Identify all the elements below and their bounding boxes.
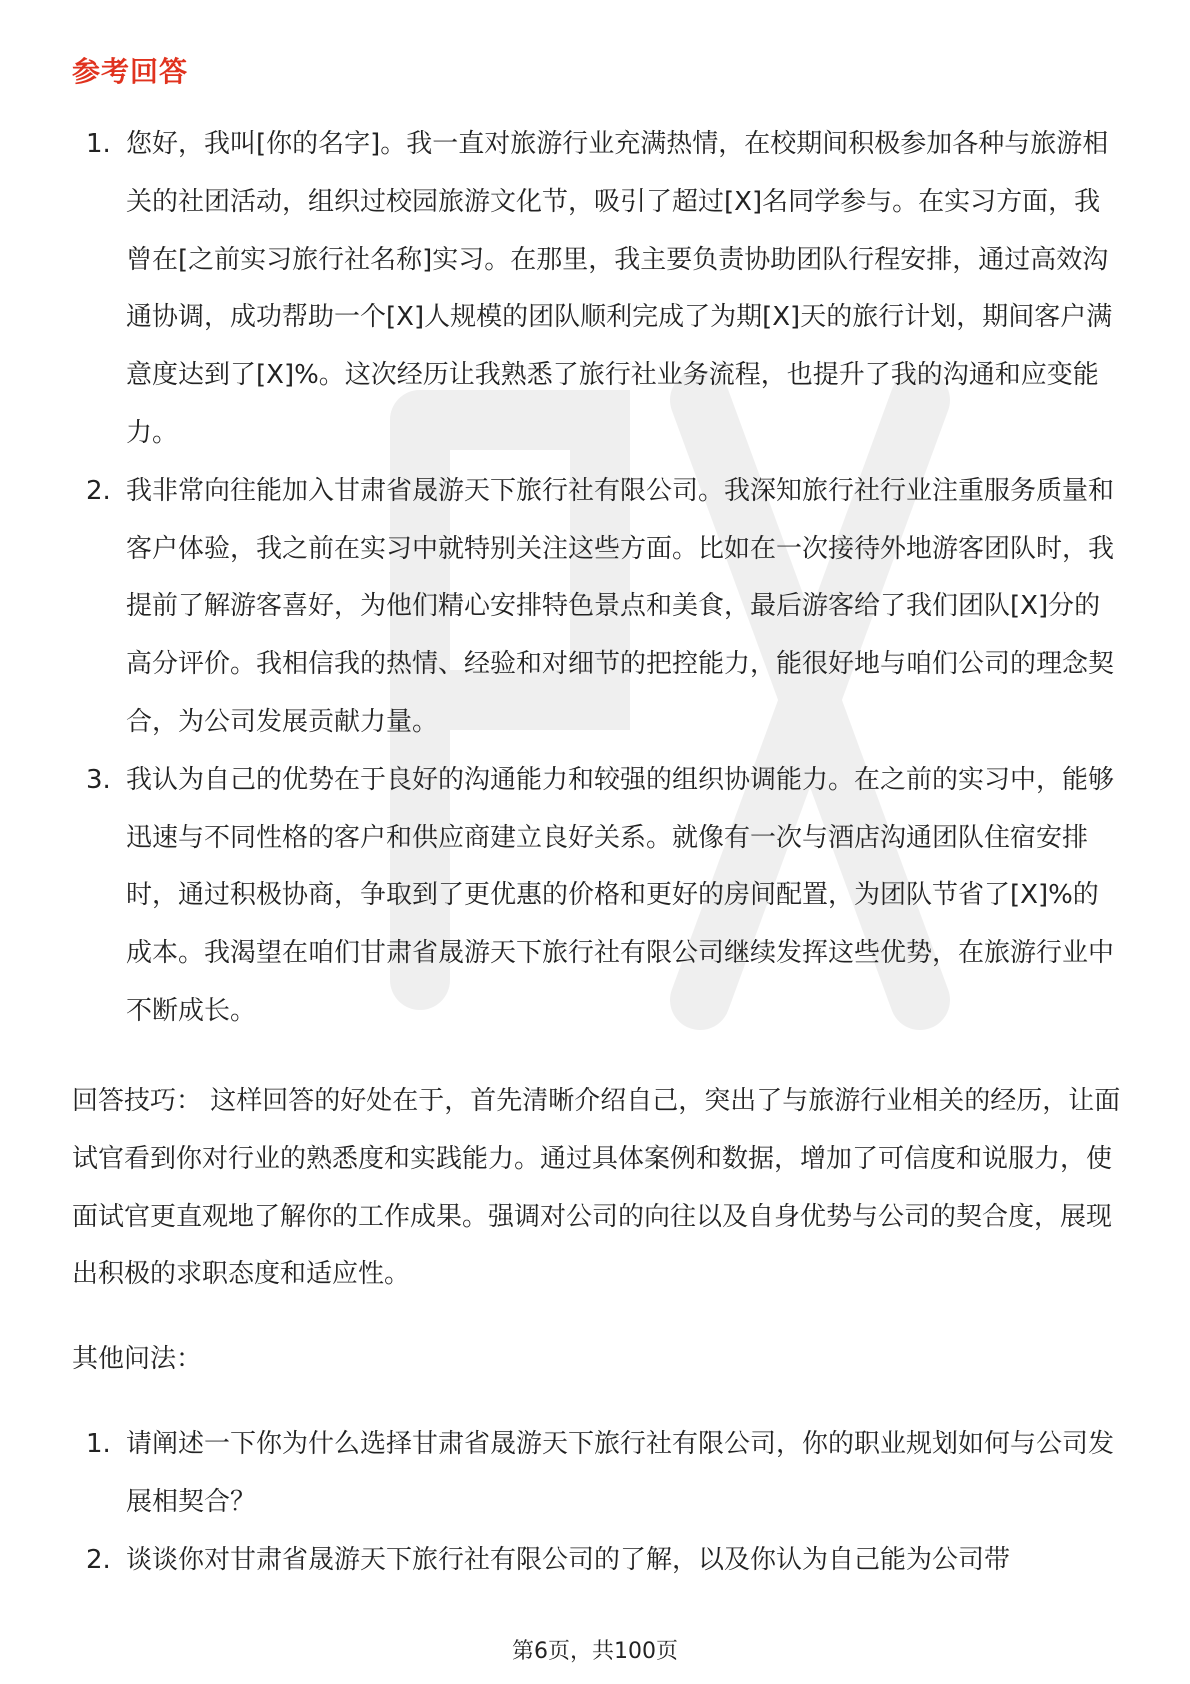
list-item: [72, 1416, 1122, 1532]
answer-tips-paragraph: 回答技巧： 这样回答的好处在于，首先清晰介绍自己，突出了与旅游行业相关的经历，让面试官看到你对行业的熟悉度和实践能力。通过具体案例和数据，增加了可信度和说服力，使面试官更直观地了解你的工作成果。强调对公司的向往以及自身优势与公司的契合度，展现出积极的求职态度和适应性。: [72, 1086, 1121, 1290]
list-item: [72, 752, 1122, 1041]
answer-list: [72, 116, 1122, 1041]
page-number-footer: 第6页，共100页: [512, 1639, 678, 1664]
section-title: 参考回答: [72, 55, 189, 88]
list-item-number: 2.: [86, 475, 111, 506]
other-questions-label: 其他问法：: [72, 1344, 203, 1374]
list-item-number: 1.: [86, 129, 111, 159]
list-item-number: 2.: [86, 1544, 111, 1575]
list-item-number: 3.: [86, 764, 111, 795]
list-item-text: 请阐述一下你为什么选择甘肃省晟游天下旅行社有限公司，你的职业规划如何与公司发展相契合？: [126, 1429, 1115, 1517]
list-item: [72, 1532, 1122, 1590]
list-item-text: 我非常向往能加入甘肃省晟游天下旅行社有限公司。我深知旅行社行业注重服务质量和客户体验，我之前在实习中就特别关注这些方面。比如在一次接待外地游客团队时，我提前了解游客喜好，为他们精心安排特色景点和美食，最后游客给了我们团队[X]分的高分评价。我相信我的热情、经验和对细节的把控能力，能很好地与咱们公司的理念契合，为公司发展贡献力量。: [126, 475, 1115, 737]
list-item-text: 您好，我叫[你的名字]。我一直对旅游行业充满热情，在校期间积极参加各种与旅游相关的社团活动，组织过校园旅游文化节，吸引了超过[X]名同学参与。在实习方面，我曾在[之前实习旅行社名称]实习。在那里，我主要负责协助团队行程安排，通过高效沟通协调，成功帮助一个[X]人规模的团队顺利完成了为期[X]天的旅行计划，期间客户满意度达到了[X]%。这次经历让我熟悉了旅行社业务流程，也提升了我的沟通和应变能力。: [126, 129, 1113, 448]
list-item-text: 我认为自己的优势在于良好的沟通能力和较强的组织协调能力。在之前的实习中，能够迅速与不同性格的客户和供应商建立良好关系。就像有一次与酒店沟通团队住宿安排时，通过积极协商，争取到了更优惠的价格和更好的房间配置，为团队节省了[X]%的成本。我渴望在咱们甘肃省晟游天下旅行社有限公司继续发挥这些优势，在旅游行业中不断成长。: [126, 764, 1115, 1026]
alternative-questions-list: [72, 1416, 1122, 1589]
list-item: [72, 463, 1122, 752]
list-item: [72, 116, 1122, 463]
list-item-text: 谈谈你对甘肃省晟游天下旅行社有限公司的了解，以及你认为自己能为公司带: [126, 1544, 1011, 1575]
list-item-number: 1.: [86, 1429, 111, 1459]
